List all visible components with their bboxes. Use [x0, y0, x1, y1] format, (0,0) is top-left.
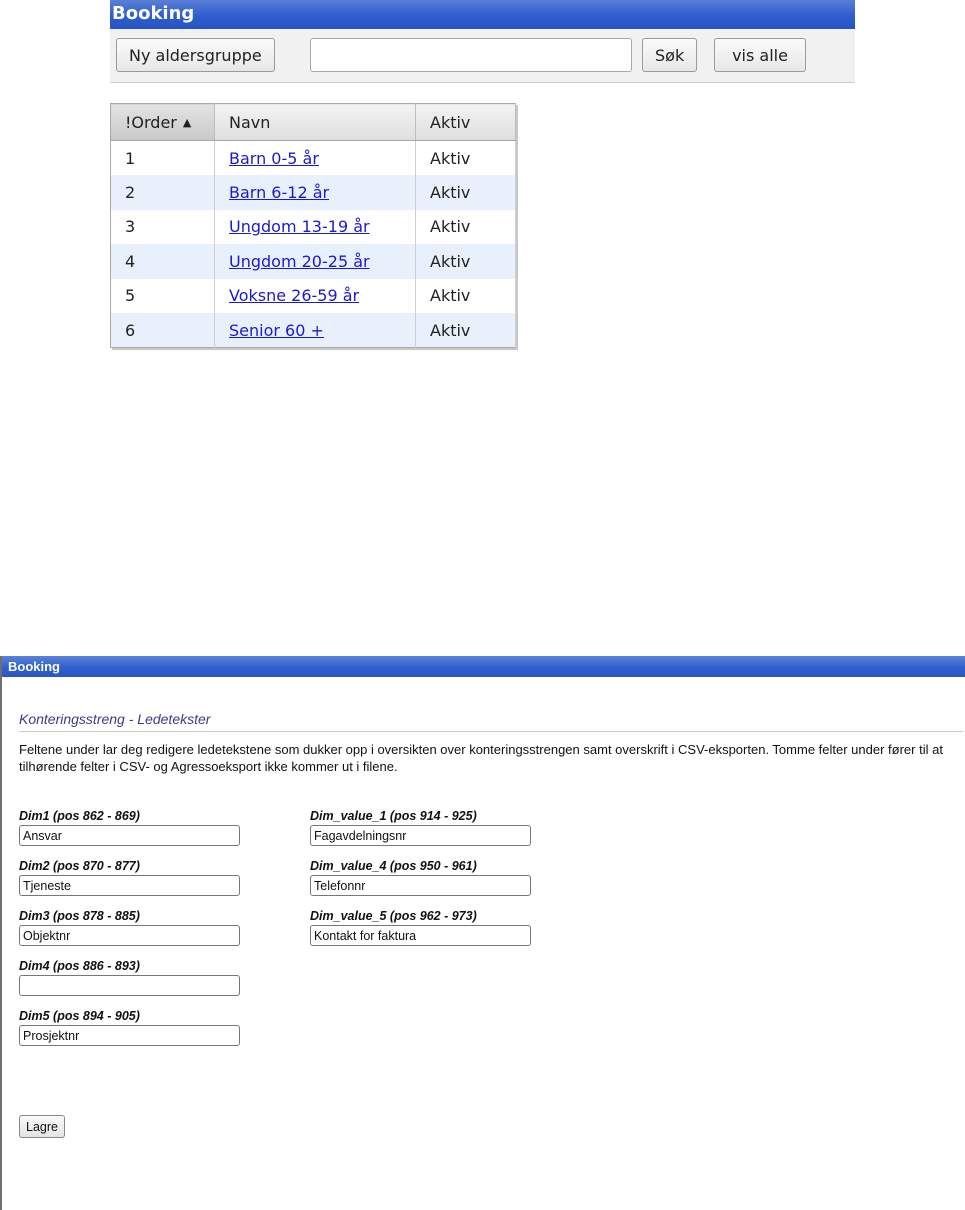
table-row: [111, 175, 516, 210]
search-input[interactable]: [310, 38, 632, 72]
cell-order: 6: [111, 313, 215, 348]
field-label: Dim3 (pos 878 - 885): [19, 909, 140, 923]
field-label: Dim_value_5 (pos 962 - 973): [310, 909, 477, 923]
age-group-link[interactable]: Ungdom 20-25 år: [229, 251, 370, 271]
cell-name: [215, 141, 416, 176]
cell-order: 4: [111, 244, 215, 279]
field-dim5: [19, 1008, 240, 1046]
field-label: Dim4 (pos 886 - 893): [19, 959, 140, 973]
dim1-input[interactable]: [19, 825, 240, 846]
cell-name: [215, 175, 416, 210]
top-toolbar: [110, 29, 855, 83]
cell-active: Aktiv: [416, 141, 516, 176]
column-header-order-label: !Order: [125, 112, 177, 132]
field-label: Dim_value_1 (pos 914 - 925): [310, 809, 477, 823]
cell-order: 2: [111, 175, 215, 210]
show-all-button[interactable]: vis alle: [714, 38, 806, 72]
age-group-link[interactable]: Barn 6-12 år: [229, 182, 330, 202]
sort-ascending-icon: ▲: [182, 115, 192, 129]
dim2-input[interactable]: [19, 875, 240, 896]
cell-active: Aktiv: [416, 210, 516, 245]
field-dim-value-1: [310, 808, 531, 846]
top-title: Booking: [110, 0, 855, 29]
dim4-input[interactable]: [19, 975, 240, 996]
top-panel: [110, 0, 855, 340]
bottom-title: Booking: [2, 656, 965, 677]
age-group-link[interactable]: Voksne 26-59 år: [229, 286, 360, 306]
table-row: [111, 210, 516, 245]
description-text: Feltene under lar deg redigere ledetekstene som dukker opp i oversikten over konteringsstrengen samt overskrift i CSV-eksporten. Tomme felter under fører til at tilhørende felter i CSV- og Agressoeksport ikke kommer ut i filene.: [19, 742, 943, 774]
cell-name: [215, 210, 416, 245]
age-group-link[interactable]: Ungdom 13-19 år: [229, 217, 370, 237]
dim3-input[interactable]: [19, 925, 240, 946]
field-label: Dim5 (pos 894 - 905): [19, 1009, 140, 1023]
field-label: Dim1 (pos 862 - 869): [19, 809, 140, 823]
field-dim-value-4: [310, 858, 531, 896]
column-header-order[interactable]: [111, 104, 215, 141]
field-dim4: [19, 958, 240, 996]
age-group-link[interactable]: Senior 60 +: [229, 320, 324, 340]
field-dim1: [19, 808, 240, 846]
field-dim2: [19, 858, 240, 896]
age-group-table: [110, 103, 516, 348]
column-header-active[interactable]: Aktiv: [416, 104, 516, 141]
dim5-input[interactable]: [19, 1025, 240, 1046]
cell-name: [215, 279, 416, 314]
cell-order: 3: [111, 210, 215, 245]
column-header-name[interactable]: Navn: [215, 104, 416, 141]
table-header-row: [111, 104, 516, 141]
cell-active: Aktiv: [416, 175, 516, 210]
cell-name: [215, 244, 416, 279]
dim-value-5-input[interactable]: [310, 925, 531, 946]
age-group-link[interactable]: Barn 0-5 år: [229, 148, 319, 168]
cell-active: Aktiv: [416, 313, 516, 348]
table-row: [111, 279, 516, 314]
cell-active: Aktiv: [416, 279, 516, 314]
cell-order: 5: [111, 279, 215, 314]
table-row: [111, 313, 516, 348]
new-age-group-button[interactable]: Ny aldersgruppe: [116, 38, 275, 72]
field-dim3: [19, 908, 240, 946]
field-label: Dim2 (pos 870 - 877): [19, 859, 140, 873]
dim-value-1-input[interactable]: [310, 825, 531, 846]
cell-active: Aktiv: [416, 244, 516, 279]
dim-value-4-input[interactable]: [310, 875, 531, 896]
table-row: [111, 141, 516, 176]
cell-name: [215, 313, 416, 348]
bottom-panel: [0, 656, 965, 1210]
search-button[interactable]: Søk: [642, 38, 697, 72]
cell-order: 1: [111, 141, 215, 176]
save-button[interactable]: Lagre: [19, 1115, 65, 1138]
field-label: Dim_value_4 (pos 950 - 961): [310, 859, 477, 873]
field-dim-value-5: [310, 908, 531, 946]
table-row: [111, 244, 516, 279]
section-title: Konteringsstreng - Ledetekster: [19, 711, 963, 732]
